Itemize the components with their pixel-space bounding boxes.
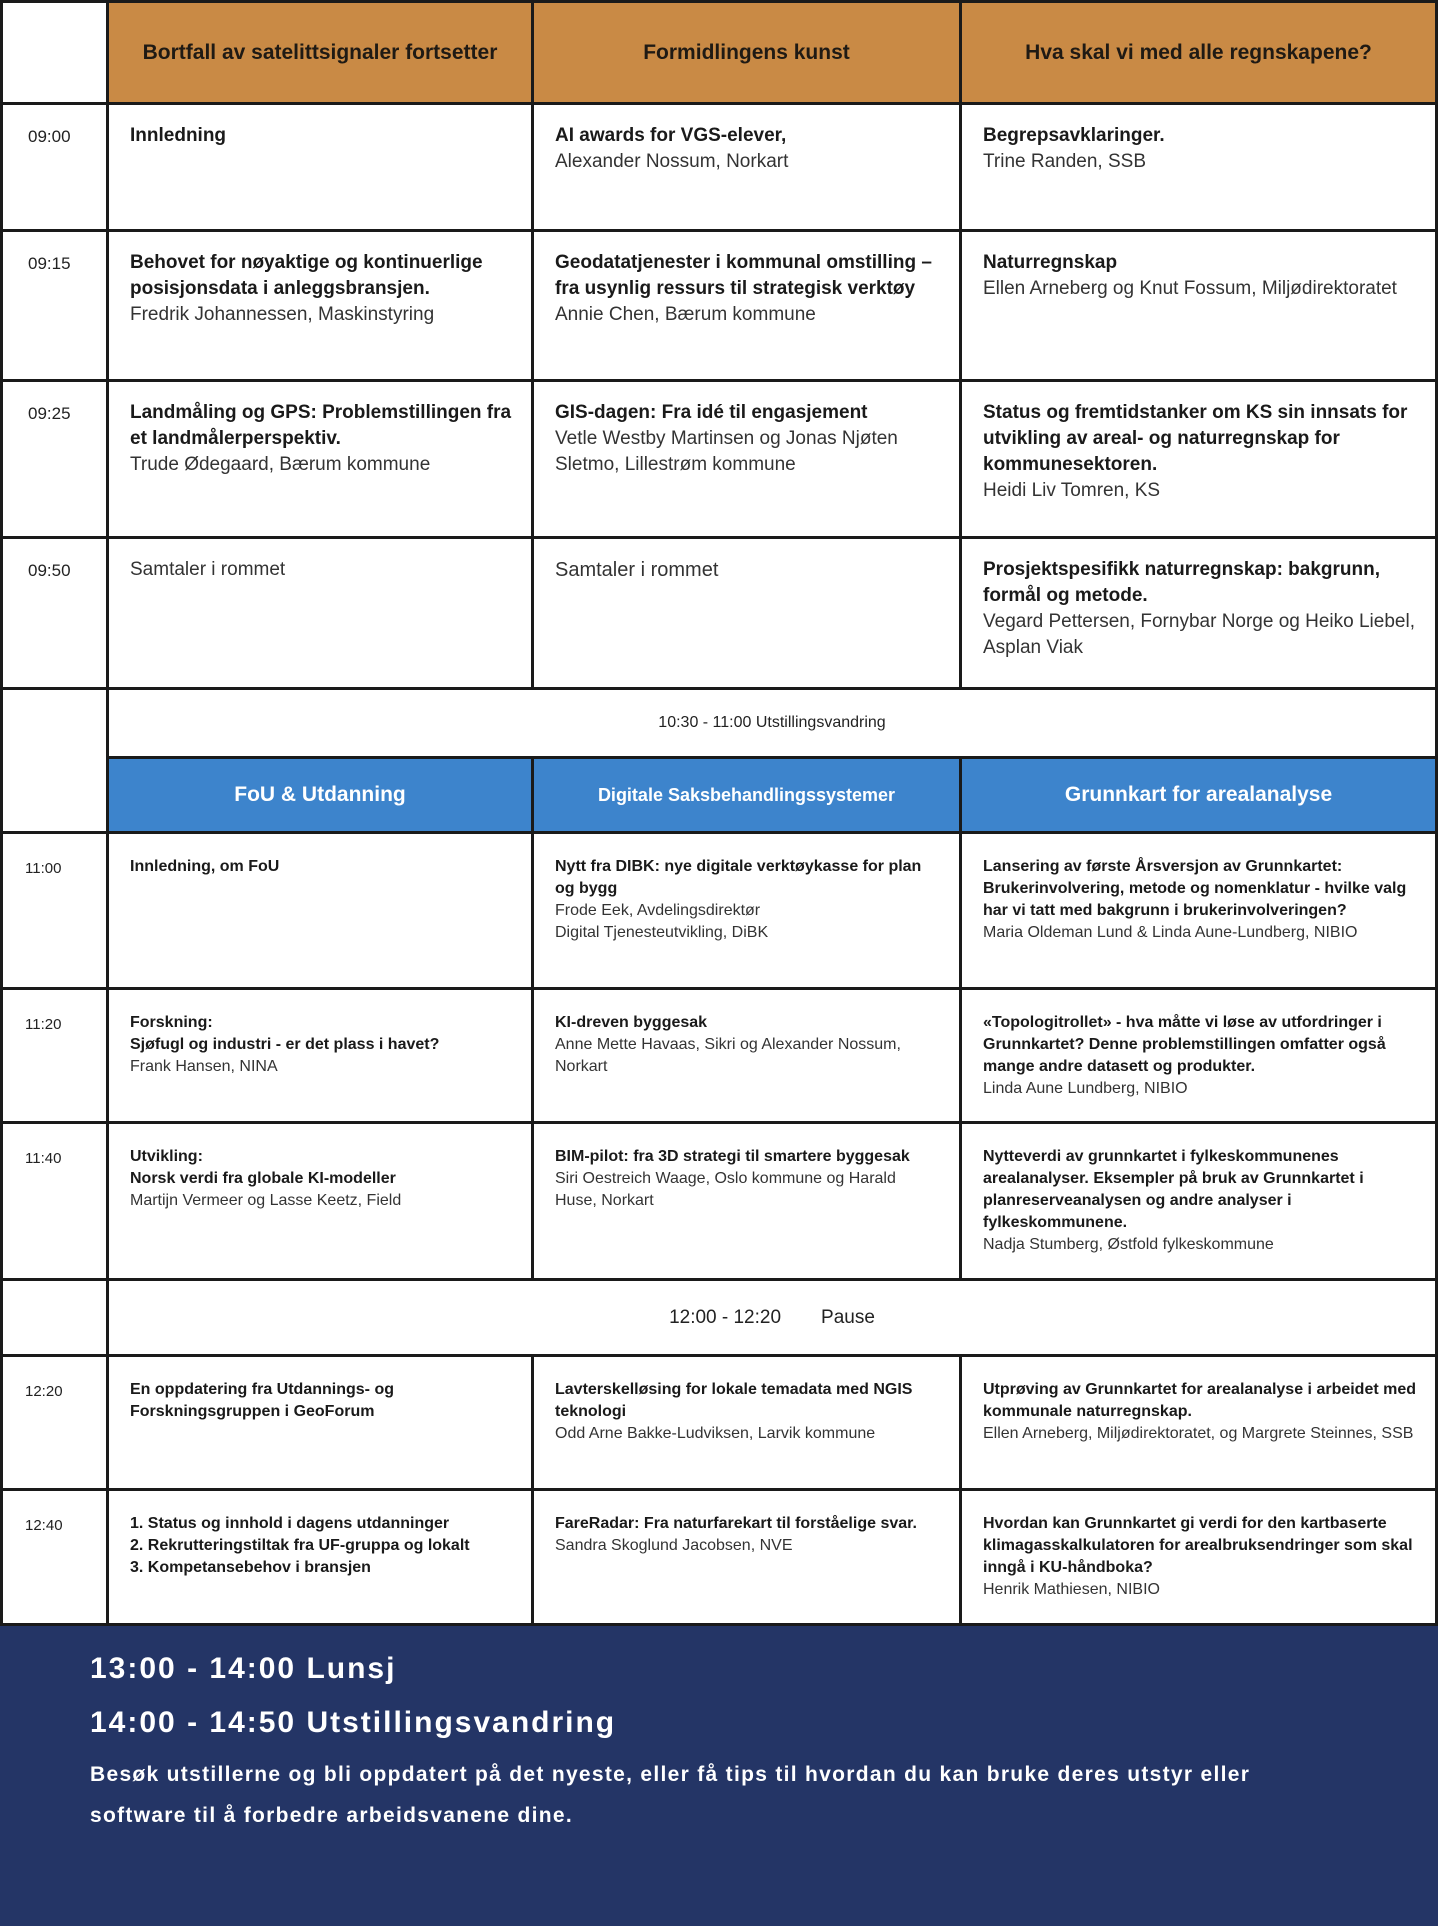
talk-speaker: Frode Eek, Avdelingsdirektør <box>555 902 761 919</box>
time-label: 12:40 <box>25 1517 63 1534</box>
talk-title: Geodatatjenester i kommunal omstilling – fra usynlig ressurs til strategisk verktøy <box>555 252 932 299</box>
break-band <box>106 687 1438 759</box>
talk-title: FareRadar: Fra naturfarekart til forståelige svar. <box>555 1515 917 1532</box>
talk-speaker: Sandra Skoglund Jacobsen, NVE <box>555 1537 793 1554</box>
talk-title: KI-dreven byggesak <box>555 1014 708 1031</box>
talk-cell <box>531 229 962 382</box>
talk-speaker: Digital Tjenesteutvikling, DiBK <box>555 924 769 941</box>
talk-title: AI awards for VGS-elever, <box>555 125 787 146</box>
talk-title: Prosjektspesifikk naturregnskap: bakgrunn, formål og metode. <box>983 559 1381 606</box>
header-cell <box>531 0 962 105</box>
talk-cell <box>531 831 962 990</box>
talk-cell <box>531 379 962 539</box>
talk-speaker: Anne Mette Havaas, Sikri og Alexander Nossum, Norkart <box>555 1036 901 1075</box>
time-label: 11:20 <box>25 1016 62 1033</box>
talk-title: Landmåling og GPS: Problemstillingen fra et landmålerperspektiv. <box>130 402 512 449</box>
talk-speaker: Vegard Pettersen, Fornybar Norge og Heiko Liebel, Asplan Viak <box>983 611 1415 658</box>
talk-title: Utvikling: <box>130 1148 203 1165</box>
talk-speaker: Frank Hansen, NINA <box>130 1058 278 1075</box>
band-corner <box>0 687 109 834</box>
time-cell <box>0 987 109 1124</box>
exhibition-description: Besøk utstillerne og bli oppdatert på det nyeste, eller få tips til hvordan du kan bruke deres utstyr eller software til å forbedre arbeidsvanene dine. <box>90 1763 1251 1827</box>
lunch-line: 13:00 - 14:00 Lunsj <box>90 1652 397 1685</box>
talk-cell <box>959 1488 1438 1626</box>
talk-cell <box>959 1121 1438 1281</box>
track-title: Bortfall av satelittsignaler fortsetter <box>142 40 498 64</box>
track-title: Grunnkart for arealanalyse <box>1064 783 1333 806</box>
talk-speaker: Maria Oldeman Lund & Linda Aune-Lundberg, NIBIO <box>983 924 1358 941</box>
header-cell <box>959 0 1438 105</box>
header-cell <box>959 756 1438 834</box>
talk-title: 1. Status og innhold i dagens utdanninger <box>130 1515 450 1532</box>
talk-title: Nytteverdi av grunnkartet i fylkeskommunenes arealanalyser. Eksempler på bruk av Grunnkartet i planreserveanalysen og andre analyser i fylkeskommunene. <box>983 1148 1364 1231</box>
talk-speaker: Nadja Stumberg, Østfold fylkeskommune <box>983 1236 1274 1253</box>
talk-title: Innledning <box>130 125 227 146</box>
track-title: Formidlingens kunst <box>643 40 850 64</box>
talk-title: Utprøving av Grunnkartet for arealanalyse i arbeidet med kommunale naturregnskap. <box>983 1381 1417 1420</box>
time-label: 11:40 <box>25 1150 62 1167</box>
exhibition-line: 14:00 - 14:50 Utstillingsvandring <box>90 1706 617 1739</box>
talk-speaker: Trude Ødegaard, Bærum kommune <box>130 454 431 475</box>
band-corner <box>0 1278 109 1357</box>
talk-cell <box>106 831 534 990</box>
talk-title: 3. Kompetansebehov i bransjen <box>130 1559 371 1576</box>
time-cell <box>0 229 109 382</box>
talk-cell <box>106 379 534 539</box>
track-title: FoU & Utdanning <box>234 783 406 806</box>
talk-title: «Topologitrollet» - hva måtte vi løse av utfordringer i Grunnkartet? Denne problemstillingen omfatter også mange andre datasett og produkter. <box>983 1014 1386 1075</box>
talk-title: Innledning, om FoU <box>130 858 280 875</box>
talk-cell <box>959 987 1438 1124</box>
header-cell <box>106 0 534 105</box>
footer-panel <box>0 1626 1438 1926</box>
header-corner <box>0 0 109 105</box>
talk-cell <box>531 987 962 1124</box>
talk-speaker: Annie Chen, Bærum kommune <box>555 304 816 325</box>
time-label: 09:25 <box>28 404 71 423</box>
talk-title: GIS-dagen: Fra idé til engasjement <box>555 402 868 423</box>
talk-title: Begrepsavklaringer. <box>983 125 1165 146</box>
talk-speaker: Henrik Mathiesen, NIBIO <box>983 1581 1160 1598</box>
talk-cell <box>959 379 1438 539</box>
talk-title: Forskning: <box>130 1014 213 1031</box>
talk-speaker: Vetle Westby Martinsen og Jonas Njøten Sletmo, Lillestrøm kommune <box>555 428 898 475</box>
talk-speaker: Trine Randen, SSB <box>983 151 1146 172</box>
talk-title: Behovet for nøyaktige og kontinuerlige posisjonsdata i anleggsbransjen. <box>130 252 483 299</box>
talk-cell <box>106 987 534 1124</box>
time-label: 09:15 <box>28 254 71 273</box>
time-label: 09:50 <box>28 561 71 580</box>
talk-speaker: Alexander Nossum, Norkart <box>555 151 789 172</box>
talk-cell <box>531 102 962 232</box>
talk-cell <box>106 102 534 232</box>
track-title: Hva skal vi med alle regnskapene? <box>1025 40 1372 64</box>
time-cell <box>0 536 109 690</box>
time-cell <box>0 1354 109 1491</box>
talk-plain: Samtaler i rommet <box>130 559 286 580</box>
pause-content <box>109 1281 1435 1354</box>
time-cell <box>0 1121 109 1281</box>
time-cell <box>0 831 109 990</box>
talk-cell <box>106 1488 534 1626</box>
header-cell <box>531 756 962 834</box>
talk-cell <box>106 229 534 382</box>
time-cell <box>0 102 109 232</box>
talk-title: Lansering av første Årsversjon av Grunnkartet: Brukerinvolvering, metode og nomenklatur - hvilke valg har vi tatt med bakgrunn i brukerinvolveringen? <box>983 858 1407 919</box>
talk-cell <box>959 229 1438 382</box>
talk-cell <box>959 831 1438 990</box>
time-cell <box>0 1488 109 1626</box>
talk-cell <box>959 102 1438 232</box>
time-cell <box>0 379 109 539</box>
talk-speaker: Siri Oestreich Waage, Oslo kommune og Harald Huse, Norkart <box>555 1170 896 1209</box>
talk-title: Norsk verdi fra globale KI-modeller <box>130 1170 396 1187</box>
talk-title: Sjøfugl og industri - er det plass i havet? <box>130 1036 440 1053</box>
pause-band <box>106 1278 1438 1357</box>
talk-speaker: Odd Arne Bakke-Ludviksen, Larvik kommune <box>555 1425 876 1442</box>
talk-title: En oppdatering fra Utdannings- og Forskningsgruppen i GeoForum <box>130 1381 394 1420</box>
talk-title: Nytt fra DIBK: nye digitale verktøykasse for plan og bygg <box>555 858 922 897</box>
time-label: 11:00 <box>25 860 62 877</box>
talk-cell <box>106 1121 534 1281</box>
talk-title: BIM-pilot: fra 3D strategi til smartere byggesak <box>555 1148 910 1165</box>
talk-plain: Samtaler i rommet <box>555 559 719 581</box>
talk-speaker: Ellen Arneberg og Knut Fossum, Miljødirektoratet <box>983 278 1397 299</box>
talk-speaker: Linda Aune Lundberg, NIBIO <box>983 1080 1188 1097</box>
header-cell <box>106 756 534 834</box>
track-title: Digitale Saksbehandlingssystemer <box>597 784 896 805</box>
talk-title: Status og fremtidstanker om KS sin innsats for utvikling av areal- og naturregnskap for kommunesektoren. <box>983 402 1408 475</box>
talk-speaker: Ellen Arneberg, Miljødirektoratet, og Margrete Steinnes, SSB <box>983 1425 1414 1442</box>
talk-cell <box>531 1488 962 1626</box>
talk-title: 2. Rekrutteringstiltak fra UF-gruppa og lokalt <box>130 1537 470 1554</box>
pause-time: 12:00 - 12:20 <box>669 1306 782 1328</box>
talk-title: Lavterskelløsing for lokale temadata med NGIS teknologi <box>555 1381 913 1420</box>
talk-cell <box>531 1354 962 1491</box>
pause-label: Pause <box>821 1306 875 1328</box>
time-label: 12:20 <box>25 1383 63 1400</box>
talk-speaker: Heidi Liv Tomren, KS <box>983 480 1161 501</box>
talk-cell <box>531 1121 962 1281</box>
time-label: 09:00 <box>28 127 71 146</box>
talk-title: Hvordan kan Grunnkartet gi verdi for den kartbaserte klimagasskalkulatoren for arealbruksendringer som skal inngå i KU-håndboka? <box>983 1515 1413 1576</box>
talk-cell <box>106 536 534 690</box>
talk-speaker: Fredrik Johannessen, Maskinstyring <box>130 304 435 325</box>
talk-cell <box>959 536 1438 690</box>
talk-speaker: Martijn Vermeer og Lasse Keetz, Field <box>130 1192 402 1209</box>
talk-cell <box>106 1354 534 1491</box>
talk-cell <box>531 536 962 690</box>
break-label: 10:30 - 11:00 Utstillingsvandring <box>658 714 886 731</box>
talk-cell <box>959 1354 1438 1491</box>
talk-title: Naturregnskap <box>983 252 1118 273</box>
